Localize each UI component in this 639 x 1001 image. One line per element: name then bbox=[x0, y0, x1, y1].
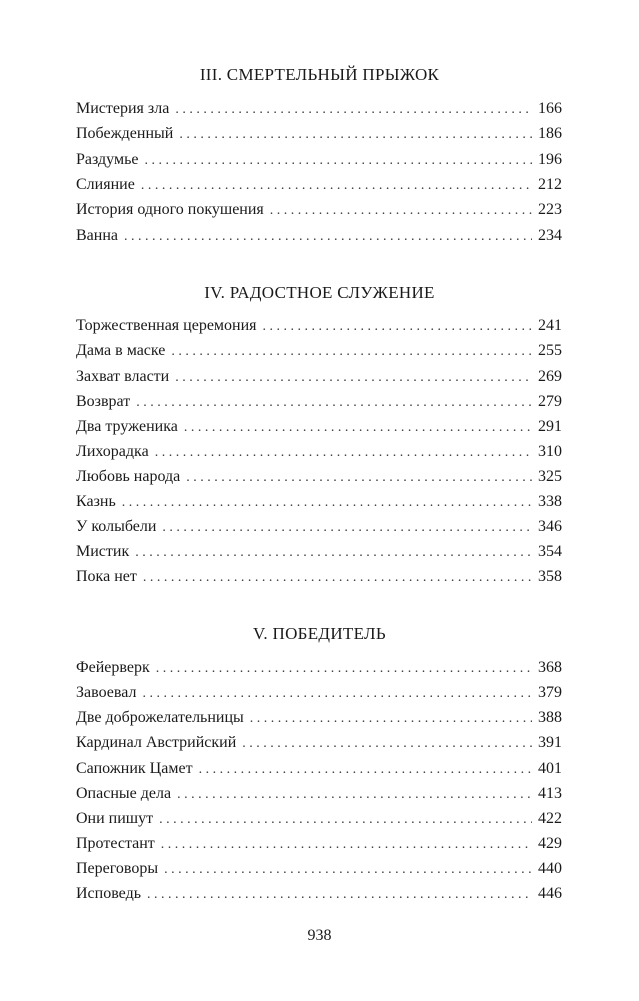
entry-title: Торжественная церемония bbox=[76, 317, 257, 334]
dot-leader bbox=[136, 392, 532, 414]
entry-page: 440 bbox=[538, 860, 562, 877]
dot-leader bbox=[143, 567, 532, 589]
entry-title: История одного покушения bbox=[76, 201, 264, 218]
toc-entry[interactable] bbox=[76, 541, 562, 563]
dot-leader bbox=[141, 175, 532, 197]
toc-entry[interactable] bbox=[76, 808, 562, 830]
toc-entry[interactable] bbox=[76, 883, 562, 905]
dot-leader bbox=[159, 809, 532, 831]
entry-title: Протестант bbox=[76, 835, 155, 852]
toc-entry[interactable] bbox=[76, 682, 562, 704]
toc-entry[interactable] bbox=[76, 416, 562, 438]
dot-leader bbox=[177, 784, 532, 806]
entry-page: 354 bbox=[538, 543, 562, 560]
dot-leader bbox=[124, 226, 532, 248]
entry-title: Казнь bbox=[76, 493, 116, 510]
entry-title: Фейерверк bbox=[76, 659, 150, 676]
entry-title: Кардинал Австрийский bbox=[76, 734, 237, 751]
dot-leader bbox=[161, 834, 532, 856]
dot-leader bbox=[250, 708, 532, 730]
dot-leader bbox=[144, 150, 532, 172]
toc-entry[interactable] bbox=[76, 732, 562, 754]
entry-title: Раздумье bbox=[76, 151, 139, 168]
toc-entry[interactable] bbox=[76, 366, 562, 388]
entry-page: 368 bbox=[538, 659, 562, 676]
toc-entry[interactable] bbox=[76, 516, 562, 538]
section-title-v: V. ПОБЕДИТЕЛЬ bbox=[253, 624, 386, 643]
toc-entry[interactable] bbox=[76, 123, 562, 145]
toc-entry[interactable] bbox=[76, 858, 562, 880]
dot-leader bbox=[122, 492, 532, 514]
dot-leader bbox=[156, 658, 532, 680]
toc-entry[interactable] bbox=[76, 225, 562, 247]
entry-title: Слияние bbox=[76, 176, 135, 193]
entry-title: Лихорадка bbox=[76, 443, 149, 460]
section-title-iv: IV. РАДОСТНОЕ СЛУЖЕНИЕ bbox=[204, 283, 435, 302]
entry-title: Две доброжелательницы bbox=[76, 709, 244, 726]
entry-title: Исповедь bbox=[76, 885, 142, 902]
entry-title: Переговоры bbox=[76, 860, 159, 877]
entry-title: Завоевал bbox=[76, 684, 137, 701]
entry-title: Захват власти bbox=[76, 368, 170, 385]
entry-page: 446 bbox=[538, 885, 562, 902]
dot-leader bbox=[147, 884, 532, 906]
dot-leader bbox=[155, 442, 532, 464]
entry-title: Два труженика bbox=[76, 418, 178, 435]
toc-entry[interactable] bbox=[76, 98, 562, 120]
dot-leader bbox=[175, 367, 532, 389]
entry-title: Опасные дела bbox=[76, 785, 172, 802]
dot-leader bbox=[270, 200, 532, 222]
toc-entry[interactable] bbox=[76, 340, 562, 362]
toc-entry[interactable] bbox=[76, 174, 562, 196]
entry-page: 255 bbox=[538, 342, 562, 359]
toc-entry[interactable] bbox=[76, 391, 562, 413]
entry-page: 325 bbox=[538, 468, 562, 485]
entry-page: 388 bbox=[538, 709, 562, 726]
toc-entry[interactable] bbox=[76, 833, 562, 855]
dot-leader bbox=[186, 467, 532, 489]
entry-title: Побежденный bbox=[76, 125, 174, 142]
dot-leader bbox=[142, 683, 532, 705]
dot-leader bbox=[162, 517, 532, 539]
toc-entry[interactable] bbox=[76, 491, 562, 513]
entry-page: 391 bbox=[538, 734, 562, 751]
toc-entry[interactable] bbox=[76, 758, 562, 780]
dot-leader bbox=[175, 99, 532, 121]
dot-leader bbox=[135, 542, 532, 564]
entry-page: 291 bbox=[538, 418, 562, 435]
dot-leader bbox=[184, 417, 532, 439]
entry-page: 269 bbox=[538, 368, 562, 385]
entry-page: 186 bbox=[538, 125, 562, 142]
entry-title: Любовь народа bbox=[76, 468, 181, 485]
toc-entry[interactable] bbox=[76, 707, 562, 729]
section-title-iii: III. СМЕРТЕЛЬНЫЙ ПРЫЖОК bbox=[199, 65, 440, 84]
toc-entry[interactable] bbox=[76, 783, 562, 805]
entry-page: 223 bbox=[538, 201, 562, 218]
page-number: 938 bbox=[307, 927, 332, 944]
entry-title: Пока нет bbox=[76, 568, 137, 585]
toc-entry[interactable] bbox=[76, 149, 562, 171]
entry-title: Сапожник Цамет bbox=[76, 760, 193, 777]
dot-leader bbox=[242, 733, 532, 755]
entry-page: 241 bbox=[538, 317, 562, 334]
entry-page: 212 bbox=[538, 176, 562, 193]
toc-entry[interactable] bbox=[76, 466, 562, 488]
entry-page: 379 bbox=[538, 684, 562, 701]
entry-page: 429 bbox=[538, 835, 562, 852]
dot-leader bbox=[171, 341, 532, 363]
entry-page: 166 bbox=[538, 100, 562, 117]
dot-leader bbox=[179, 124, 532, 146]
entry-page: 234 bbox=[538, 227, 562, 244]
toc-entry[interactable] bbox=[76, 315, 562, 337]
toc-entry[interactable] bbox=[76, 441, 562, 463]
entry-page: 413 bbox=[538, 785, 562, 802]
toc-entry[interactable] bbox=[76, 657, 562, 679]
entry-title: У колыбели bbox=[76, 518, 157, 535]
entry-title: Они пишут bbox=[76, 810, 154, 827]
entry-title: Мистик bbox=[76, 543, 130, 560]
dot-leader bbox=[164, 859, 532, 881]
entry-title: Ванна bbox=[76, 227, 118, 244]
entry-title: Дама в маске bbox=[76, 342, 166, 359]
entry-page: 310 bbox=[538, 443, 562, 460]
toc-entry[interactable] bbox=[76, 199, 562, 221]
toc-entry[interactable] bbox=[76, 566, 562, 588]
entry-page: 422 bbox=[538, 810, 562, 827]
entry-page: 401 bbox=[538, 760, 562, 777]
entry-page: 279 bbox=[538, 393, 562, 410]
entry-title: Возврат bbox=[76, 393, 131, 410]
entry-page: 196 bbox=[538, 151, 562, 168]
entry-title: Мистерия зла bbox=[76, 100, 170, 117]
entry-page: 338 bbox=[538, 493, 562, 510]
entry-page: 346 bbox=[538, 518, 562, 535]
dot-leader bbox=[199, 759, 532, 781]
dot-leader bbox=[263, 316, 532, 338]
entry-page: 358 bbox=[538, 568, 562, 585]
